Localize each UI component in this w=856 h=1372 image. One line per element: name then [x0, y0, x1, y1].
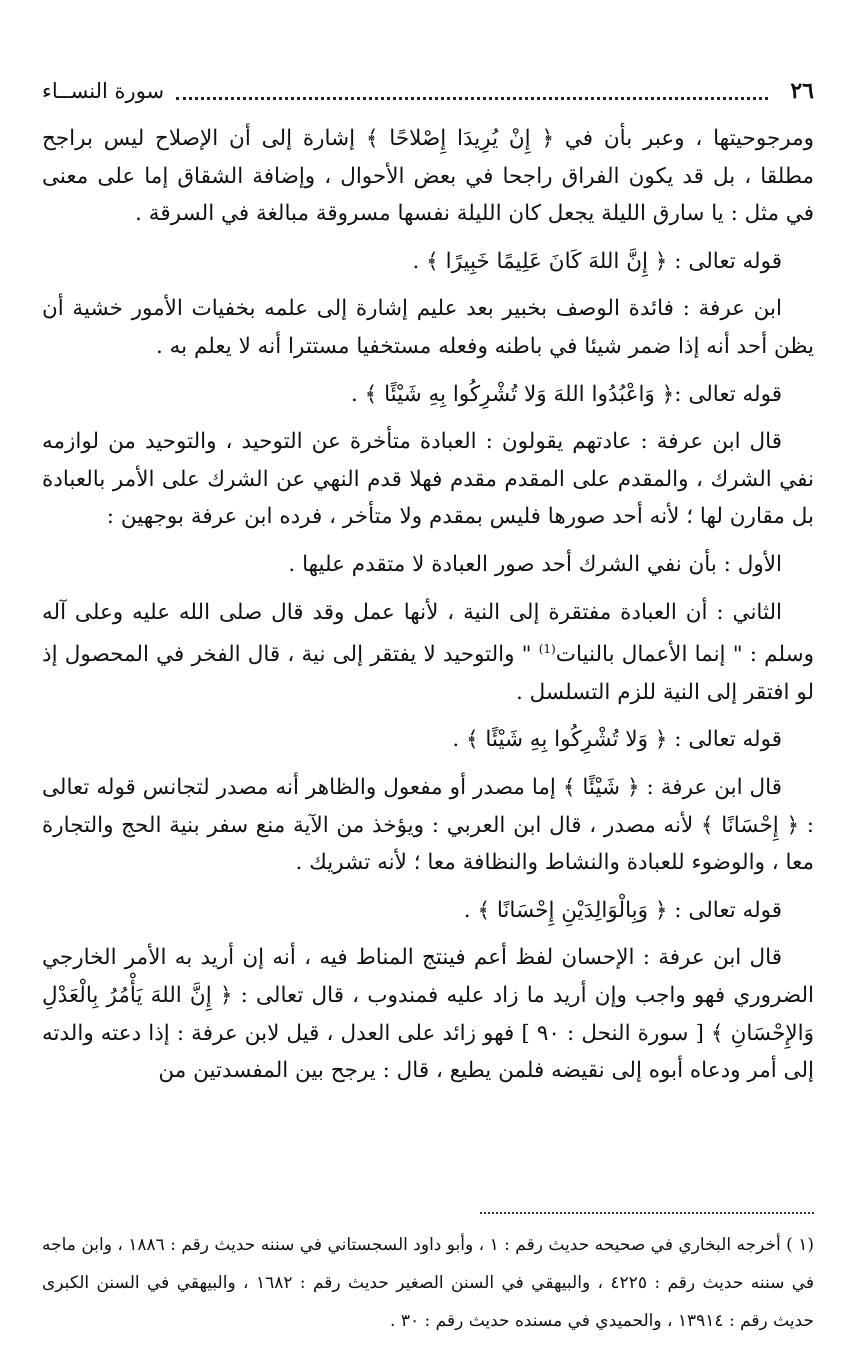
surah-title: سورة النســاء: [42, 79, 165, 103]
footnote-separator: [480, 1212, 814, 1214]
verse-heading: قوله تعالى : ﴿ وَلا تُشْرِكُوا بِهِ شَيْئًا ﴾ .: [452, 727, 782, 753]
commentary-paragraph: قال ابن عرفة : عادتهم يقولون : العبادة متأخرة عن التوحيد ، والتوحيد من لوازمه نفي الشرك ، والمقدم على المقدم مقدم فهلا قدم النهي عن الشرك على الأمر بالعبادة بل مقارن لها ؛ لأنه أحد صورها فليس بمقدم ولا متأخر ، فرده ابن عرفة بوجهين :: [42, 429, 814, 530]
page-number: ٢٦: [790, 78, 814, 104]
verse-heading: قوله تعالى : ﴿ إِنَّ اللهَ كَانَ عَلِيمًا خَبِيرًا ﴾ .: [412, 248, 782, 274]
main-text: [42, 120, 814, 1100]
commentary-paragraph: [42, 594, 814, 712]
running-header: [42, 76, 814, 106]
verse-heading: قوله تعالى : ﴿ وَبِالْوَالِدَيْنِ إِحْسَانًا ﴾ .: [463, 897, 782, 923]
footnotes: [42, 1226, 814, 1340]
footnote-reference[interactable]: (1): [538, 642, 556, 657]
paragraph-text: الثاني : أن العبادة مفتقرة إلى النية ، لأنها عمل وقد قال صلى الله عليه وعلى آله وسلم : " إنما الأعمال بالنيات: [42, 599, 814, 668]
footnote-item: (١ ) أخرجه البخاري في صحيحه حديث رقم : ١ ، وأبو داود السجستاني في سننه حديث رقم : ١٨٨٦ ، وابن ماجه في سننه حديث رقم : ٤٢٢٥ ، والبيهقي في السنن الصغير حديث رقم : ١٦٨٢ ، والبيهقي في السنن الكبرى حديث رقم : ١٣٩١٤ ، والحميدي في مسنده حديث رقم : ٣٠ .: [42, 1235, 815, 1331]
paragraph-text: " والتوحيد لا يفتقر إلى نية ، قال الفخر في المحصول إذ لو افتقر إلى النية للزم التسلسل .: [42, 642, 814, 705]
verse-heading: قوله تعالى :﴿ وَاعْبُدُوا اللهَ وَلا تُشْرِكُوا بِهِ شَيْئًا ﴾ .: [351, 381, 782, 407]
paragraph-continuation: ومرجوحيتها ، وعبر بأن في ﴿ إِنْ يُرِيدَا إِصْلاحًا ﴾ إشارة إلى أن الإصلاح ليس براجح مطلقا ، بل قد يكون الفراق راجحا في بعض الأحوال ، وإضافة الشقاق إما على معنى في مثل : يا سارق الليلة يجعل كان الليلة نفسها مسروقة مبالغة في السرقة .: [42, 126, 814, 227]
commentary-paragraph: قال ابن عرفة : الإحسان لفظ أعم فينتج المناط فيه ، أنه إن أريد به الأمر الخارجي الضروري فهو واجب وإن أريد ما زاد عليه فمندوب ، قال تعالى : ﴿ إِنَّ اللهَ يَأْمُرُ بِالْعَدْلِ وَالإِحْسَانِ ﴾ [ سورة النحل : ٩٠ ] فهو زائد على العدل ، قيل لابن عرفة : إذا دعته والدته إلى أمر ودعاه أبوه إلى نقيضه فلمن يطيع ، قال : يرجح بين المفسدتين من: [42, 945, 814, 1084]
commentary-paragraph: قال ابن عرفة : ﴿ شَيْئًا ﴾ إما مصدر أو مفعول والظاهر أنه مصدر لتجانس قوله تعالى : ﴿ إِحْسَانًا ﴾ لأنه مصدر ، قال ابن العربي : ويؤخذ من الآية منع سفر بنية الحج والتجارة معا ، والوضوء للعبادة والنشاط والنظافة معا ؛ لأنه تشريك .: [42, 775, 814, 876]
commentary-paragraph: الأول : بأن نفي الشرك أحد صور العبادة لا متقدم عليها .: [288, 551, 782, 577]
commentary-paragraph: ابن عرفة : فائدة الوصف بخبير بعد عليم إشارة إلى علمه بخفيات الأمور خشية أن يظن أحد أنه إذا ضمر شيئا في باطنه وفعله مستخفيا مستترا أنه لا يعلم به .: [42, 296, 814, 359]
header-dotted-line: [176, 87, 768, 100]
